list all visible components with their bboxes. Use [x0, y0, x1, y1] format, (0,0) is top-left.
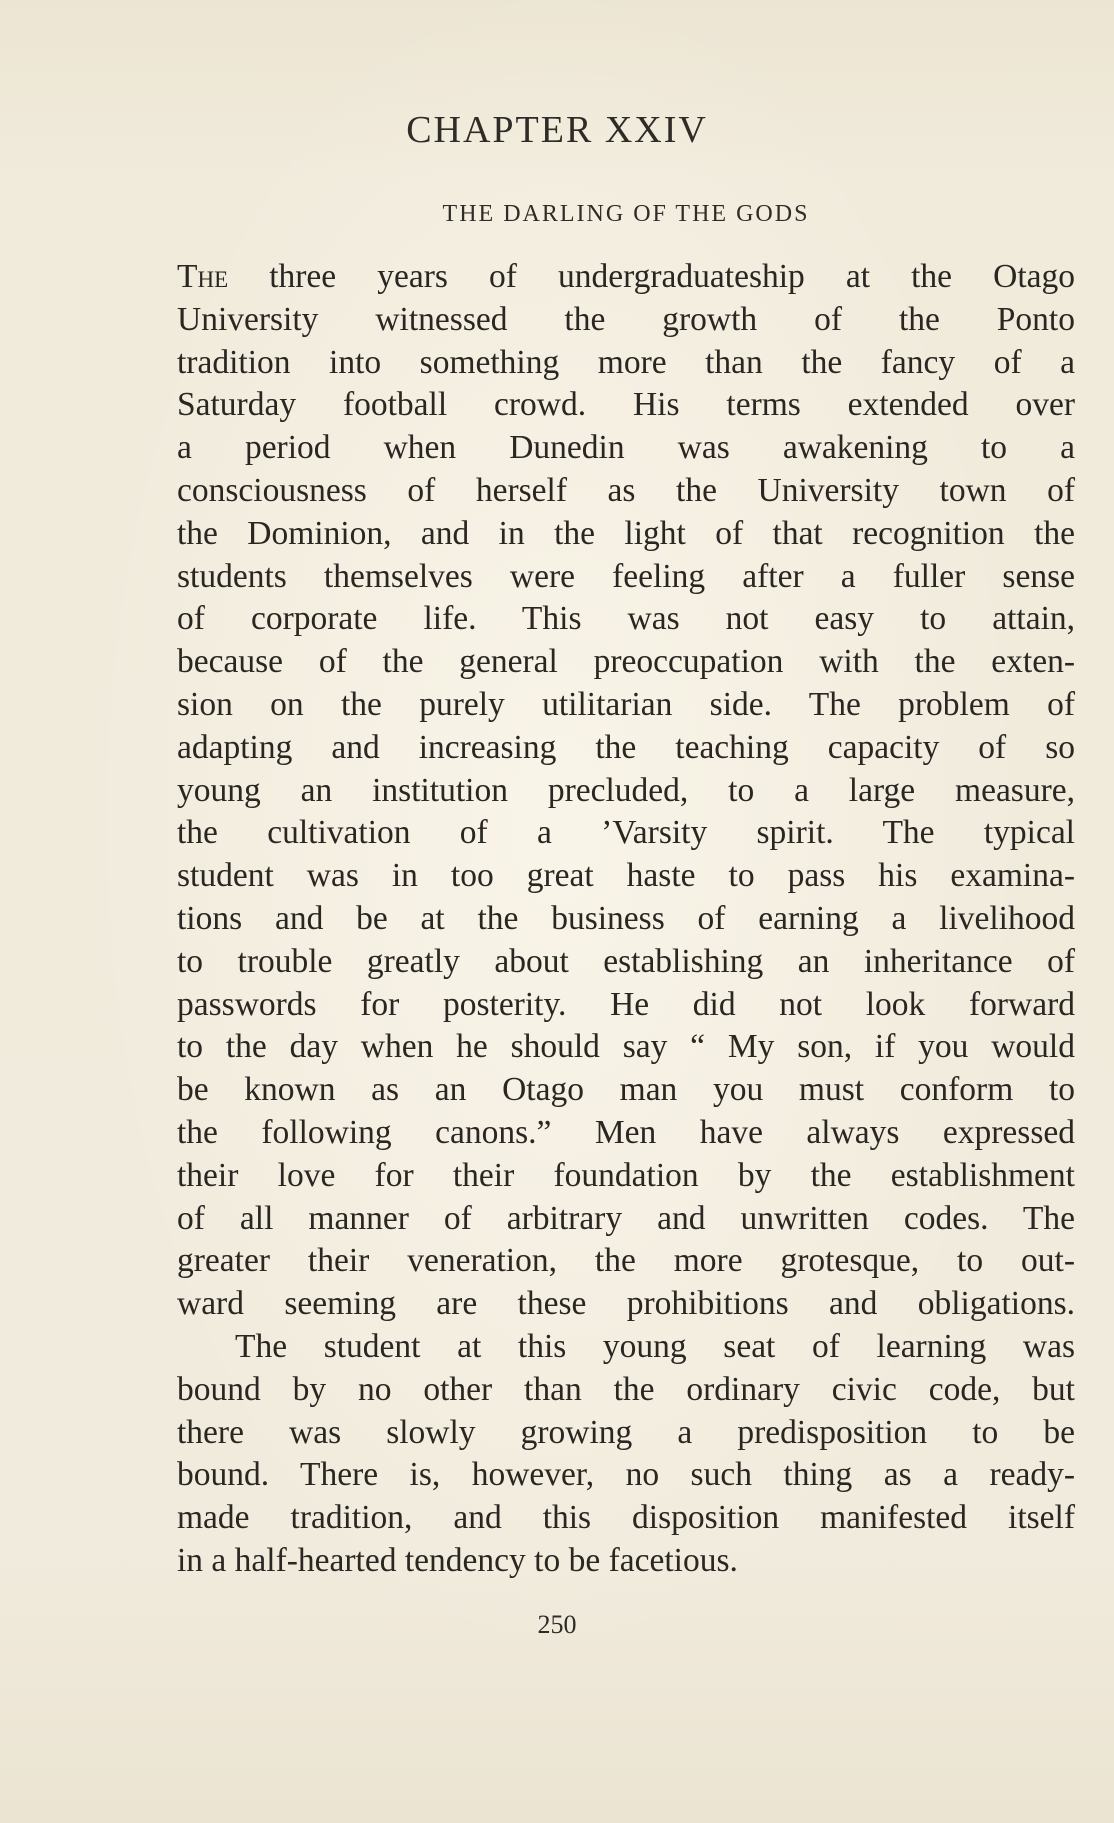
- text-line: young an institution precluded, to a large measure,: [177, 771, 1075, 809]
- text-line: because of the general preoccupation with the exten-: [177, 643, 1075, 681]
- text-line: students themselves were feeling after a fuller sense: [177, 557, 1075, 595]
- text-line: to trouble greatly about establishing an inheritance of: [177, 942, 1075, 980]
- text-line: bound. There is, however, no such thing as a ready-: [177, 1456, 1075, 1494]
- chapter-title: CHAPTER XXIV: [406, 109, 708, 151]
- text-line: student was in too great haste to pass his examina-: [177, 857, 1075, 895]
- text-line: of corporate life. This was not easy to attain,: [177, 600, 1075, 638]
- text-line: sion on the purely utilitarian side. The problem of: [177, 685, 1075, 723]
- text-line: of all manner of arbitrary and unwritten codes. The: [177, 1199, 1075, 1237]
- text-line: greater their veneration, the more grotesque, to out-: [177, 1242, 1075, 1280]
- text-line: in a half-hearted tendency to be facetious.: [177, 1541, 738, 1579]
- text-line: be known as an Otago man you must conform to: [177, 1071, 1075, 1109]
- text-line: there was slowly growing a predisposition to be: [177, 1413, 1075, 1451]
- text-line: the Dominion, and in the light of that recognition the: [177, 514, 1075, 552]
- text-line: University witnessed the growth of the Ponto: [177, 300, 1075, 338]
- text-line: adapting and increasing the teaching capacity of so: [177, 728, 1075, 766]
- text-line: tradition into something more than the fancy of a: [177, 343, 1075, 381]
- text-line: bound by no other than the ordinary civic code, but: [177, 1370, 1075, 1408]
- text-line: The student at this young seat of learning was: [235, 1327, 1075, 1365]
- text-line: tions and be at the business of earning a livelihood: [177, 899, 1075, 937]
- page-number: 250: [537, 1610, 577, 1639]
- line-text: three years of undergraduateship at the Otago: [228, 258, 1075, 295]
- text-line: Saturday football crowd. His terms extended over: [177, 386, 1075, 424]
- text-line: a period when Dunedin was awakening to a: [177, 429, 1075, 467]
- text-line: consciousness of herself as the University town of: [177, 471, 1075, 509]
- text-line: their love for their foundation by the establishment: [177, 1156, 1075, 1194]
- text-line: the following canons.” Men have always expressed: [177, 1113, 1075, 1151]
- text-line: the cultivation of a ’Varsity spirit. The typical: [177, 814, 1075, 852]
- text-line: passwords for posterity. He did not look forward: [177, 985, 1075, 1023]
- text-line: ward seeming are these prohibitions and obligations.: [177, 1285, 1075, 1323]
- body-text: [177, 256, 1075, 1583]
- text-line: [177, 256, 1075, 299]
- text-line: made tradition, and this disposition manifested itself: [177, 1499, 1075, 1537]
- chapter-subtitle: THE DARLING OF THE GODS: [442, 201, 810, 227]
- drop-lead-word: The: [177, 258, 229, 295]
- text-line: to the day when he should say “ My son, if you would: [177, 1028, 1075, 1066]
